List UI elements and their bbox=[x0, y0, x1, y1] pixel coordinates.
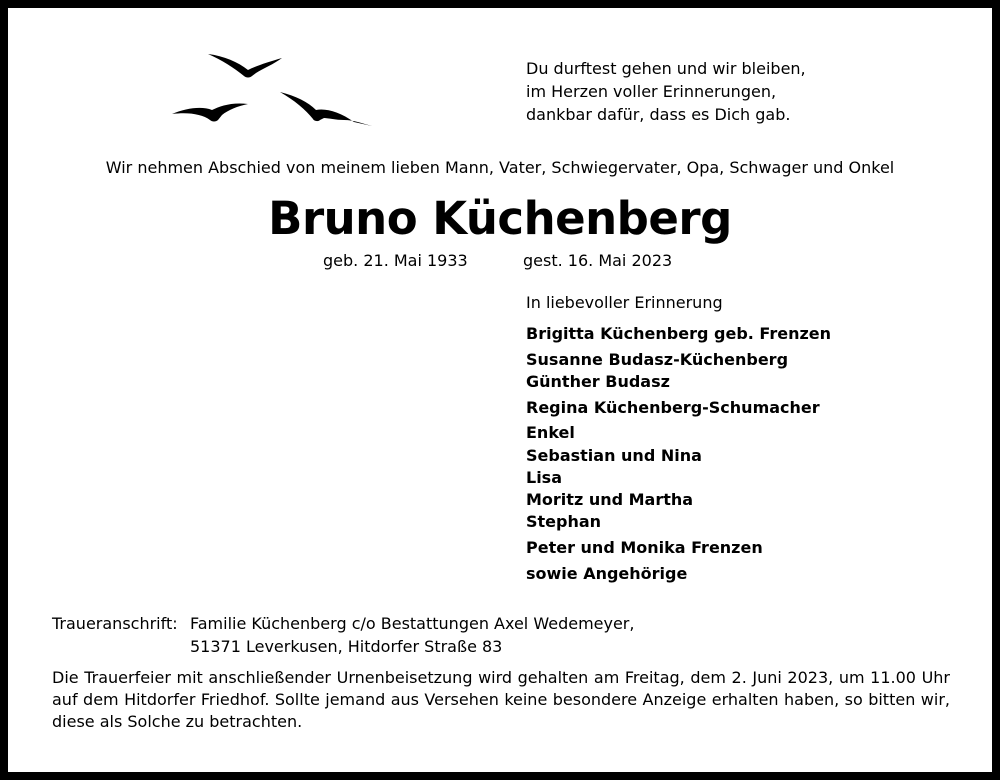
mourner-name: Enkel bbox=[526, 423, 575, 442]
address-line: 51371 Leverkusen, Hitdorfer Straße 83 bbox=[190, 637, 503, 656]
mourner-name: Regina Küchenberg-Schumacher bbox=[526, 398, 820, 417]
deceased-name: Bruno Küchenberg bbox=[268, 192, 732, 245]
mourner-name: Günther Budasz bbox=[526, 372, 670, 391]
death-date: gest. 16. Mai 2023 bbox=[523, 251, 673, 270]
flying-birds-icon bbox=[168, 48, 378, 130]
poem-line: dankbar dafür, dass es Dich gab. bbox=[526, 105, 791, 124]
intro-text: Wir nehmen Abschied von meinem lieben Mann, Vater, Schwiegervater, Opa, Schwager und Onkel bbox=[105, 158, 895, 177]
birth-date: geb. 21. Mai 1933 bbox=[323, 251, 468, 270]
mourner-name: Moritz und Martha bbox=[526, 490, 694, 509]
mourner-name: Lisa bbox=[526, 468, 562, 487]
address-label: Traueranschrift: bbox=[52, 614, 178, 633]
address-lines bbox=[190, 612, 634, 658]
mourner-name: Susanne Budasz-Küchenberg bbox=[526, 350, 789, 369]
mourner-name: Peter und Monika Frenzen bbox=[526, 538, 763, 557]
mourners-heading: In liebevoller Erinnerung bbox=[526, 293, 723, 312]
mourner-name: Brigitta Küchenberg geb. Frenzen bbox=[526, 324, 832, 343]
poem-line: im Herzen voller Erinnerungen, bbox=[526, 82, 777, 101]
poem-line: Du durftest gehen und wir bleiben, bbox=[526, 59, 806, 78]
mourner-name: Sebastian und Nina bbox=[526, 446, 702, 465]
address-line: Familie Küchenberg c/o Bestattungen Axel Wedemeyer, bbox=[190, 614, 635, 633]
mourner-name: Stephan bbox=[526, 512, 602, 531]
mourner-name: sowie Angehörige bbox=[526, 564, 688, 583]
poem bbox=[526, 57, 806, 126]
ceremony-text: Die Trauerfeier mit anschließender Urnenbeisetzung wird gehalten am Freitag, dem 2. Juni 2023, um 11.00 Uhr auf dem Hitdorfer Friedhof. Sollte jemand aus Versehen keine besondere Anzeige erhalten haben, so bitten wir, diese als Solche zu betrachten. bbox=[52, 668, 950, 731]
